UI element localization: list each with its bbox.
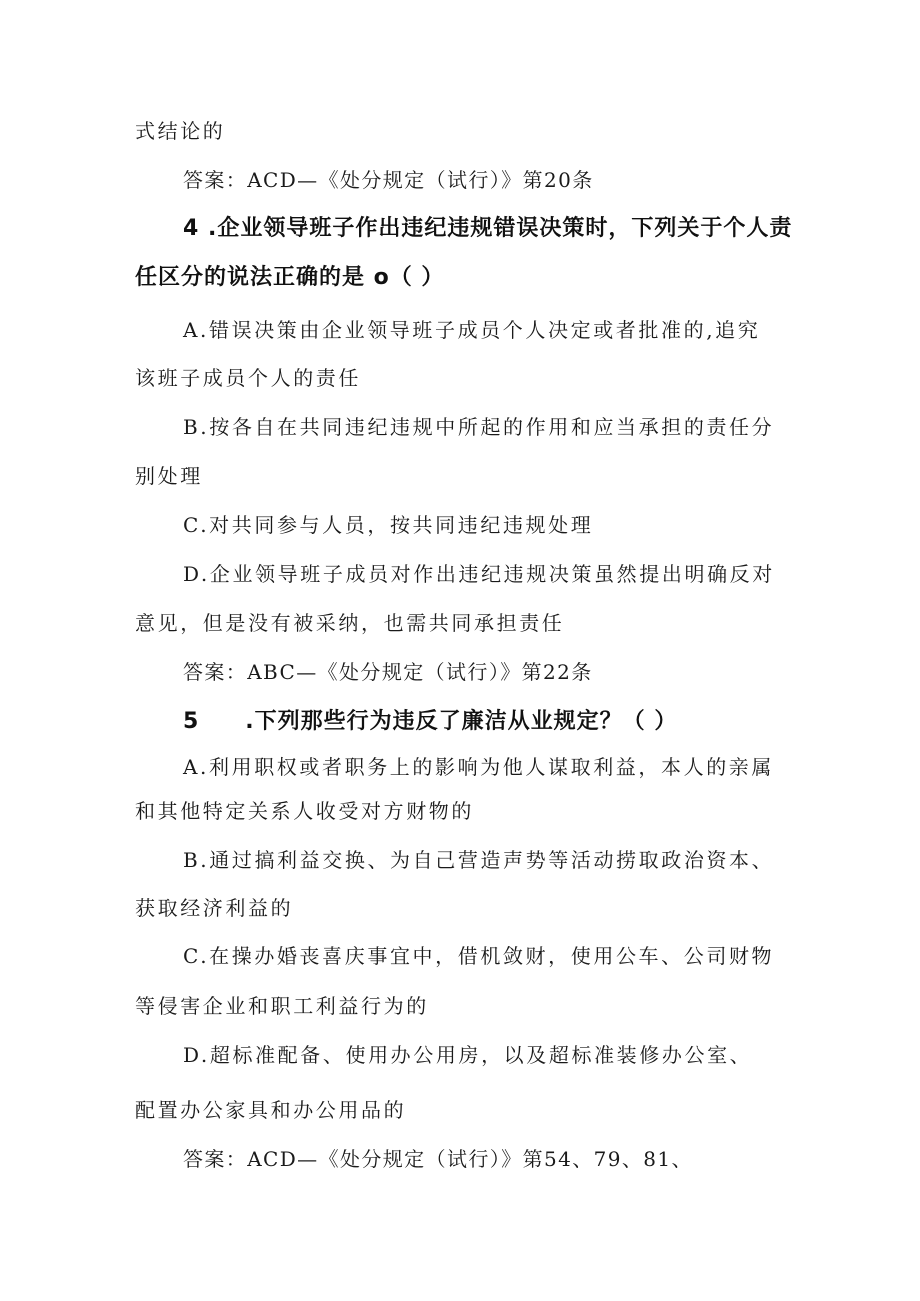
question-4-line-1: 4 .企业领导班子作出违纪违规错误决策时，下列关于个人责 xyxy=(183,216,793,241)
q5-option-c-line-2: 等侵害企业和职工利益行为的 xyxy=(135,994,429,1018)
q4-option-b-line-2: 别处理 xyxy=(135,464,203,488)
answer-q5: 答案：ACD—《处分规定（试行）》第54、79、81、 xyxy=(183,1147,693,1171)
question-4-line-2: 任区分的说法正确的是 o（ ） xyxy=(135,265,445,290)
q4-option-d-line-1: D.企业领导班子成员对作出违纪违规决策虽然提出明确反对 xyxy=(183,562,775,586)
answer-q3: 答案：ACD—《处分规定（试行）》第20条 xyxy=(183,168,594,192)
q5-option-a-line-2: 和其他特定关系人收受对方财物的 xyxy=(135,799,474,823)
prev-question-tail: 式结论的 xyxy=(135,119,226,143)
q5-option-a-line-1: A.利用职权或者职务上的影响为他人谋取利益，本人的亲属 xyxy=(183,755,775,779)
q4-option-a-line-1: A.错误决策由企业领导班子成员个人决定或者批准的,追究 xyxy=(183,318,761,342)
q4-option-a-line-2: 该班子成员个人的责任 xyxy=(135,366,361,390)
q5-option-b-line-1: B.通过搞利益交换、为自己营造声势等活动捞取政治资本、 xyxy=(183,848,775,872)
q4-option-b-line-1: B.按各自在共同违纪违规中所起的作用和应当承担的责任分 xyxy=(183,415,775,439)
q4-option-d-line-2: 意见，但是没有被采纳，也需共同承担责任 xyxy=(135,611,565,635)
q5-option-c-line-1: C.在操办婚丧喜庆事宜中，借机敛财，使用公车、公司财物 xyxy=(183,944,775,968)
q5-option-d-line-2: 配置办公家具和办公用品的 xyxy=(135,1098,407,1122)
answer-q4: 答案：ABC—《处分规定（试行）》第22条 xyxy=(183,660,593,684)
question-5: 5 .下列那些行为违反了廉洁从业规定？（ ） xyxy=(183,709,678,734)
q5-option-b-line-2: 获取经济利益的 xyxy=(135,896,294,920)
q4-option-c: C.对共同参与人员，按共同违纪违规处理 xyxy=(183,513,594,537)
q5-option-d-line-1: D.超标准配备、使用办公用房，以及超标准装修办公室、 xyxy=(183,1043,753,1067)
